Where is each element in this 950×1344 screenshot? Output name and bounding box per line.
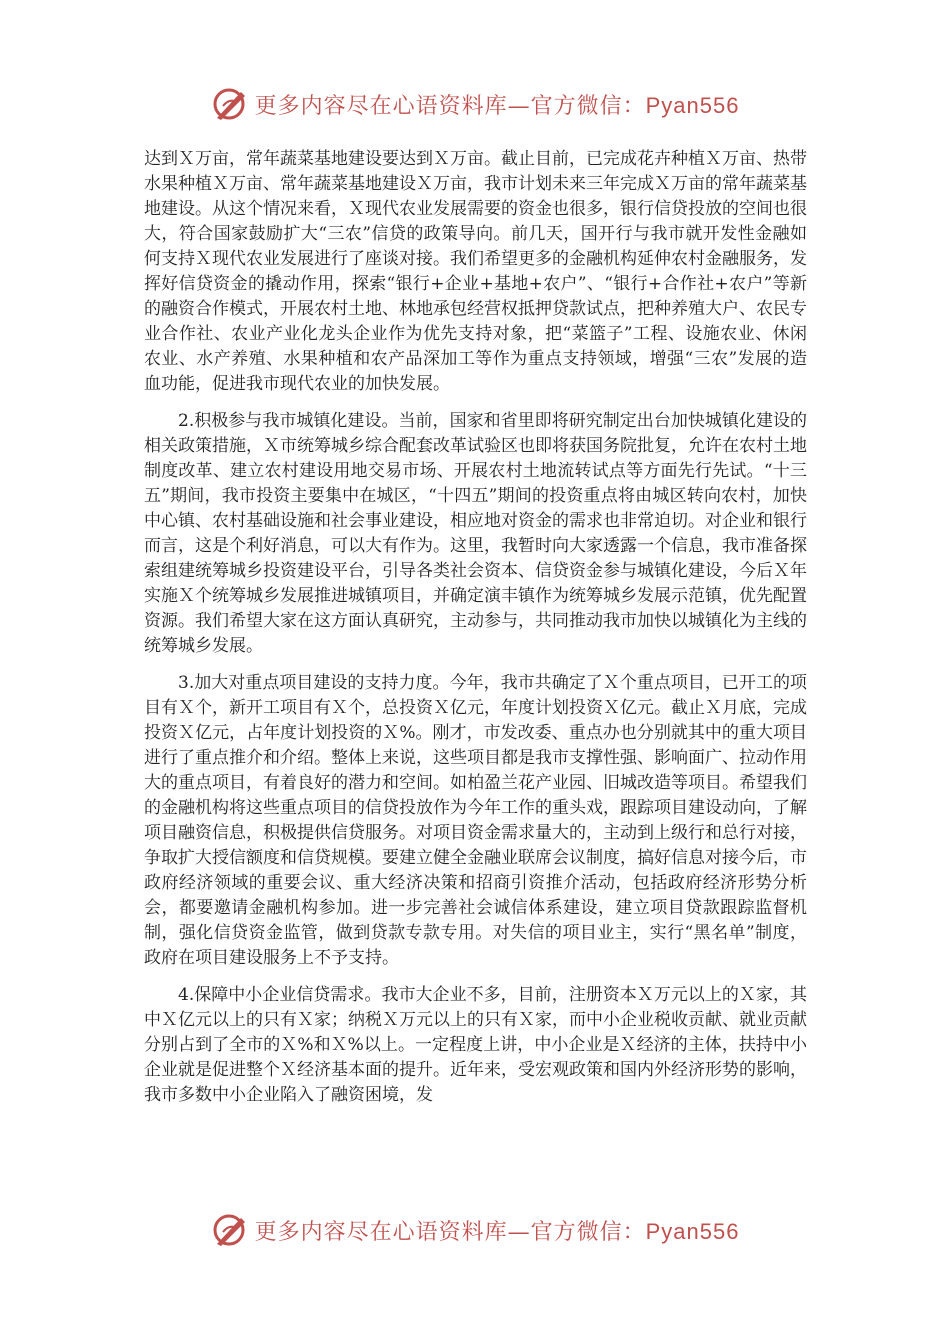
paragraph-4: 4.保障中小企业信贷需求。我市大企业不多，目前，注册资本Ｘ万元以上的Ｘ家，其中Ｘ亿元以上的只有Ｘ家；纳税Ｘ万元以上的只有Ｘ家，而中小企业税收贡献、就业贡献分别占到了全市的Ｘ%和Ｘ%以上。一定程度上讲，中小企业是Ｘ经济的主体，扶持中小企业就是促进整个Ｘ经济基本面的提升。近年来，受宏观政策和国内外经济形势的影响，我市多数中小企业陷入了融资困境，发	[144, 985, 807, 1105]
paragraph-2: 2.积极参与我市城镇化建设。当前，国家和省里即将研究制定出台加快城镇化建设的相关政策措施，Ｘ市统筹城乡综合配套改革试验区也即将获国务院批复，允许在农村土地制度改革、建立农村建设用地交易市场、开展农村土地流转试点等方面先行先试。“十三五”期间，我市投资主要集中在城区，“十四五”期间的投资重点将由城区转向农村，加快中心镇、农村基础设施和社会事业建设，相应地对资金的需求也非常迫切。对企业和银行而言，这是个利好消息，可以大有作为。这里，我暂时向大家透露一个信息，我市准备探索组建统筹城乡投资建设平台，引导各类社会资本、信贷资金参与城镇化建设，今后Ｘ年实施Ｘ个统筹城乡发展推进城镇项目，并确定演丰镇作为统筹城乡发展示范镇，优先配置资源。我们希望大家在这方面认真研究，主动参与，共同推动我市加快以城镇化为主线的统筹城乡发展。	[144, 411, 807, 656]
pen-logo-icon	[211, 84, 251, 124]
document-body	[144, 147, 807, 1120]
header-banner	[0, 82, 950, 126]
pen-logo-icon	[211, 1210, 251, 1250]
footer-wechat-id: Pyan556	[645, 1218, 740, 1244]
footer-banner-text: 更多内容尽在心语资料库—官方微信：Pyan556	[254, 1218, 740, 1245]
paragraph-1: 达到Ｘ万亩，常年蔬菜基地建设要达到Ｘ万亩。截止目前，已完成花卉种植Ｘ万亩、热带水果种植Ｘ万亩、常年蔬菜基地建设Ｘ万亩，我市计划未来三年完成Ｘ万亩的常年蔬菜基地建设。从这个情况来看，Ｘ现代农业发展需要的资金也很多，银行信贷投放的空间也很大，符合国家鼓励扩大“三农”信贷的政策导向。前几天，国开行与我市就开发性金融如何支持Ｘ现代农业发展进行了座谈对接。我们希望更多的金融机构延伸农村金融服务，发挥好信贷资金的撬动作用，探索“银行+企业+基地+农户”、“银行+合作社+农户”等新的融资合作模式，开展农村土地、林地承包经营权抵押贷款试点，把种养殖大户、农民专业合作社、农业产业化龙头企业作为优先支持对象，把“菜篮子”工程、设施农业、休闲农业、水产养殖、水果种植和农产品深加工等作为重点支持领域，增强“三农”发展的造血功能，促进我市现代农业的加快发展。	[144, 149, 807, 394]
header-wechat-id: Pyan556	[645, 92, 740, 118]
footer-banner	[0, 1208, 950, 1252]
paragraph-3: 3.加大对重点项目建设的支持力度。今年，我市共确定了Ｘ个重点项目，已开工的项目有Ｘ个，新开工项目有Ｘ个，总投资Ｘ亿元，年度计划投资Ｘ亿元。截止Ｘ月底，完成投资Ｘ亿元，占年度计划投资的Ｘ%。刚才，市发改委、重点办也分别就其中的重大项目进行了重点推介和介绍。整体上来说，这些项目都是我市支撑性强、影响面广、拉动作用大的重点项目，有着良好的潜力和空间。如柏盈兰花产业园、旧城改造等项目。希望我们的金融机构将这些重点项目的信贷投放作为今年工作的重头戏，跟踪项目建设动向，了解项目融资信息，积极提供信贷服务。对项目资金需求量大的，主动到上级行和总行对接，争取扩大授信额度和信贷规模。要建立健全金融业联席会议制度，搞好信息对接今后，市政府经济领域的重要会议、重大经济决策和招商引资推介活动，包括政府经济形势分析会，都要邀请金融机构参加。进一步完善社会诚信体系建设，建立项目贷款跟踪监督机制，强化信贷资金监管，做到贷款专款专用。对失信的项目业主，实行“黑名单”制度，政府在项目建设服务上不予支持。	[144, 673, 807, 968]
header-banner-text: 更多内容尽在心语资料库—官方微信：Pyan556	[254, 92, 740, 119]
